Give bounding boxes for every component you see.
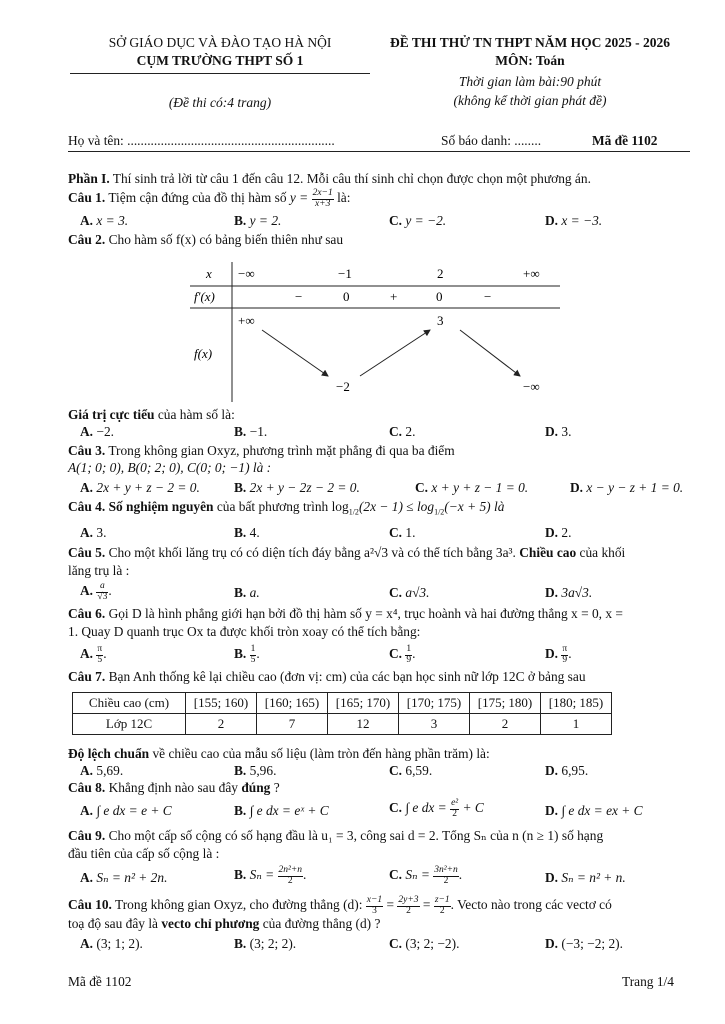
q3-option-b: B. 2x + y − 2z − 2 = 0. [234, 480, 360, 495]
table-cell: 3 [399, 714, 470, 735]
vt-sign-5: − [484, 289, 492, 304]
question-10-cont: toạ độ sau đây là vecto chỉ phương của đường thẳng (d) ? [68, 916, 381, 931]
footer-page-number: Trang 1/4 [622, 974, 674, 989]
question-9-cont: đầu tiên của cấp số cộng là : [68, 846, 220, 861]
part1-instruction: Phần I. Thí sinh trả lời từ câu 1 đến câu 12. Mỗi câu thí sinh chỉ chọn được chọn một phương án. [68, 171, 591, 186]
vt-x-val-1: −∞ [238, 266, 255, 281]
table-cell: 2 [186, 714, 257, 735]
school-name: CỤM TRƯỜNG THPT SỐ 1 [136, 53, 304, 68]
question-3-points: A(1; 0; 0), B(0; 2; 0), C(0; 0; −1) là : [68, 460, 272, 475]
table-cell: 2 [470, 714, 541, 735]
q6-option-d: D. $\frac{\pi}{9}$ . [545, 644, 572, 665]
question-9: Câu 9. Cho một cấp số cộng có số hạng đầu là u₁ = 3, công sai d = 2. Tổng Sₙ của n (n ≥ 1) số hạng [68, 828, 604, 843]
q7-option-b: B. 5,96. [234, 763, 277, 778]
vt-x-label: x [206, 266, 212, 281]
exam-time-note: (không kể thời gian phát đề) [453, 93, 607, 108]
q8-option-b: B. ∫ e dx = eˣ + C [234, 803, 329, 818]
q1-fraction: $\frac{2x-1}{x+3}$ [312, 188, 333, 209]
q3-option-d: D. x − y − z + 1 = 0. [570, 480, 684, 495]
q4-option-d: D. 2. [545, 525, 572, 540]
q10-option-a: A. (3; 1; 2). [80, 936, 143, 951]
question-3: Câu 3. Trong không gian Oxyz, phương trình mặt phẳng đi qua ba điểm [68, 443, 455, 458]
vt-sign-2: 0 [343, 289, 350, 304]
q4-option-b: B. 4. [234, 525, 260, 540]
question-6: Câu 6. Gọi D là hình phẳng giới hạn bởi đồ thị hàm số y = x⁴, trục hoành và hai đường thẳng x = 0, x = [68, 606, 623, 621]
vt-fp-label: f′(x) [194, 289, 215, 304]
table-row [73, 714, 612, 735]
table-header-cell: Chiều cao (cm) [73, 693, 186, 714]
q2-prompt: Giá trị cực tiểu của hàm số là: [68, 407, 235, 422]
vt-x-val-3: 2 [437, 266, 444, 281]
q4-option-a: A. 3. [80, 525, 107, 540]
table-cell: Lớp 12C [73, 714, 186, 735]
q10-option-d: D. (−3; −2; 2). [545, 936, 623, 951]
question-10: Câu 10. Trong không gian Oxyz, cho đường thẳng (d): $\frac{x-1}{3}$ = $\frac{2y+3}{2}$ = $\frac{z-1}{2}$ . Vecto nào trong các vectơ có [68, 895, 612, 916]
student-name-field: Họ và tên: .............................................................. [68, 133, 335, 148]
table-cell: 1 [541, 714, 612, 735]
table-header-cell: [160; 165) [257, 693, 328, 714]
question-8: Câu 8. Khẳng định nào sau đây đúng ? [68, 780, 280, 795]
q7-option-a: A. 5,69. [80, 763, 124, 778]
table-row [73, 693, 612, 714]
q10-option-c: C. (3; 2; −2). [389, 936, 460, 951]
q8-option-a: A. ∫ e dx = e + C [80, 803, 172, 818]
question-7: Câu 7. Bạn Anh thống kê lại chiều cao (đơn vị: cm) của các bạn học sinh nữ lớp 12C ở bảng sau [68, 669, 586, 684]
vt-x-val-2: −1 [338, 266, 352, 281]
q2-option-b: B. −1. [234, 424, 268, 439]
q1-option-d: D. x = −3. [545, 213, 603, 228]
q3-option-a: A. 2x + y + z − 2 = 0. [80, 480, 200, 495]
q9-option-a: A. Sₙ = n² + 2n. [80, 870, 168, 885]
exam-code: Mã đề 1102 [592, 133, 658, 148]
q6-option-b: B. $\frac{1}{5}$ . [234, 644, 260, 665]
q5-option-c: C. a√3. [389, 585, 430, 600]
table-header-cell: [180; 185) [541, 693, 612, 714]
q5-option-d: D. 3a√3. [545, 585, 593, 600]
header-rule [68, 151, 690, 152]
q6-option-c: C. $\frac{1}{9}$ . [389, 644, 416, 665]
vt-x-val-4: +∞ [523, 266, 540, 281]
q8-option-d: D. ∫ e dx = ex + C [545, 803, 643, 818]
vt-arrow-up [360, 330, 430, 376]
question-4: Câu 4. Số nghiệm nguyên của bất phương trình $\log_{1/2}(2x - 1) \le \log_{1/2}(-x + 5)$ là [68, 499, 505, 517]
variation-table [190, 262, 560, 402]
q1-option-a: A. x = 3. [80, 213, 129, 228]
question-5-cont: lăng trụ là : [68, 563, 130, 578]
vt-f-label: f(x) [194, 346, 213, 361]
q5-option-a: A. $\frac{a}{√3}$ . [80, 581, 112, 602]
vt-f-val-1: +∞ [238, 313, 255, 328]
dept-name: SỞ GIÁO DỤC VÀ ĐÀO TẠO HÀ NỘI [108, 35, 332, 50]
table-cell: 12 [328, 714, 399, 735]
pages-note: (Đề thi có:4 trang) [168, 95, 272, 110]
height-table [72, 692, 612, 735]
vt-sign-3: + [390, 289, 398, 304]
vt-f-val-2: −2 [336, 379, 350, 394]
table-header-cell: [170; 175) [399, 693, 470, 714]
q9-option-c: C. Sₙ = $\frac{\text{3n²+n}}{2}$ . [389, 865, 463, 886]
question-5: Câu 5. Cho một khối lăng trụ có có diện tích đáy bằng a²√3 và có thể tích bằng 3a³. Chiều cao của khối [68, 545, 626, 560]
exam-title: ĐỀ THI THỬ TN THPT NĂM HỌC 2025 - 2026 [390, 35, 670, 50]
q4-option-c: C. 1. [389, 525, 416, 540]
q5-option-b: B. a. [234, 585, 260, 600]
table-header-cell: [165; 170) [328, 693, 399, 714]
q6-option-a: A. $\frac{\pi}{5}$ . [80, 644, 107, 665]
question-1: Câu 1. Tiệm cận đứng của đồ thị hàm số y = $\frac{2x-1}{x+3}$ là: [68, 188, 351, 209]
question-2: Câu 2. Cho hàm số f(x) có bảng biến thiên như sau [68, 232, 344, 247]
q7-option-d: D. 6,95. [545, 763, 589, 778]
q3-option-c: C. x + y + z − 1 = 0. [415, 480, 529, 495]
q2-option-c: C. 2. [389, 424, 416, 439]
q2-option-d: D. 3. [545, 424, 572, 439]
vt-arrow-down-2 [460, 330, 520, 376]
q1-option-b: B. y = 2. [234, 213, 282, 228]
q9-option-d: D. Sₙ = n² + n. [545, 870, 626, 885]
q2-option-a: A. −2. [80, 424, 114, 439]
vt-sign-4: 0 [436, 289, 443, 304]
table-header-cell: [175; 180) [470, 693, 541, 714]
vt-sign-1: − [295, 289, 303, 304]
vt-arrow-down-1 [262, 330, 328, 376]
q8-option-c: C. ∫ e dx = $\frac{\text{e²}}{2}$ + C [389, 798, 484, 819]
vt-f-val-4: −∞ [523, 379, 540, 394]
q9-option-b: B. Sₙ = $\frac{\text{2n²+n}}{2}$ . [234, 865, 307, 886]
footer-exam-code: Mã đề 1102 [68, 974, 132, 989]
question-6-cont: 1. Quay D quanh trục Ox ta được khối tròn xoay có thể tích bằng: [68, 624, 421, 639]
vt-f-val-3: 3 [437, 313, 444, 328]
subject: MÔN: Toán [495, 53, 565, 68]
header-rule-left [70, 73, 370, 74]
table-header-cell: [155; 160) [186, 693, 257, 714]
q10-option-b: B. (3; 2; 2). [234, 936, 297, 951]
q1-option-c: C. y = −2. [389, 213, 447, 228]
candidate-number-field: Số báo danh: ........ [441, 133, 542, 148]
exam-time: Thời gian làm bài:90 phút [458, 74, 602, 89]
q7-prompt: Độ lệch chuẩn về chiều cao của mẫu số liệu (làm tròn đến hàng phần trăm) là: [68, 746, 490, 761]
q7-option-c: C. 6,59. [389, 763, 433, 778]
table-cell: 7 [257, 714, 328, 735]
